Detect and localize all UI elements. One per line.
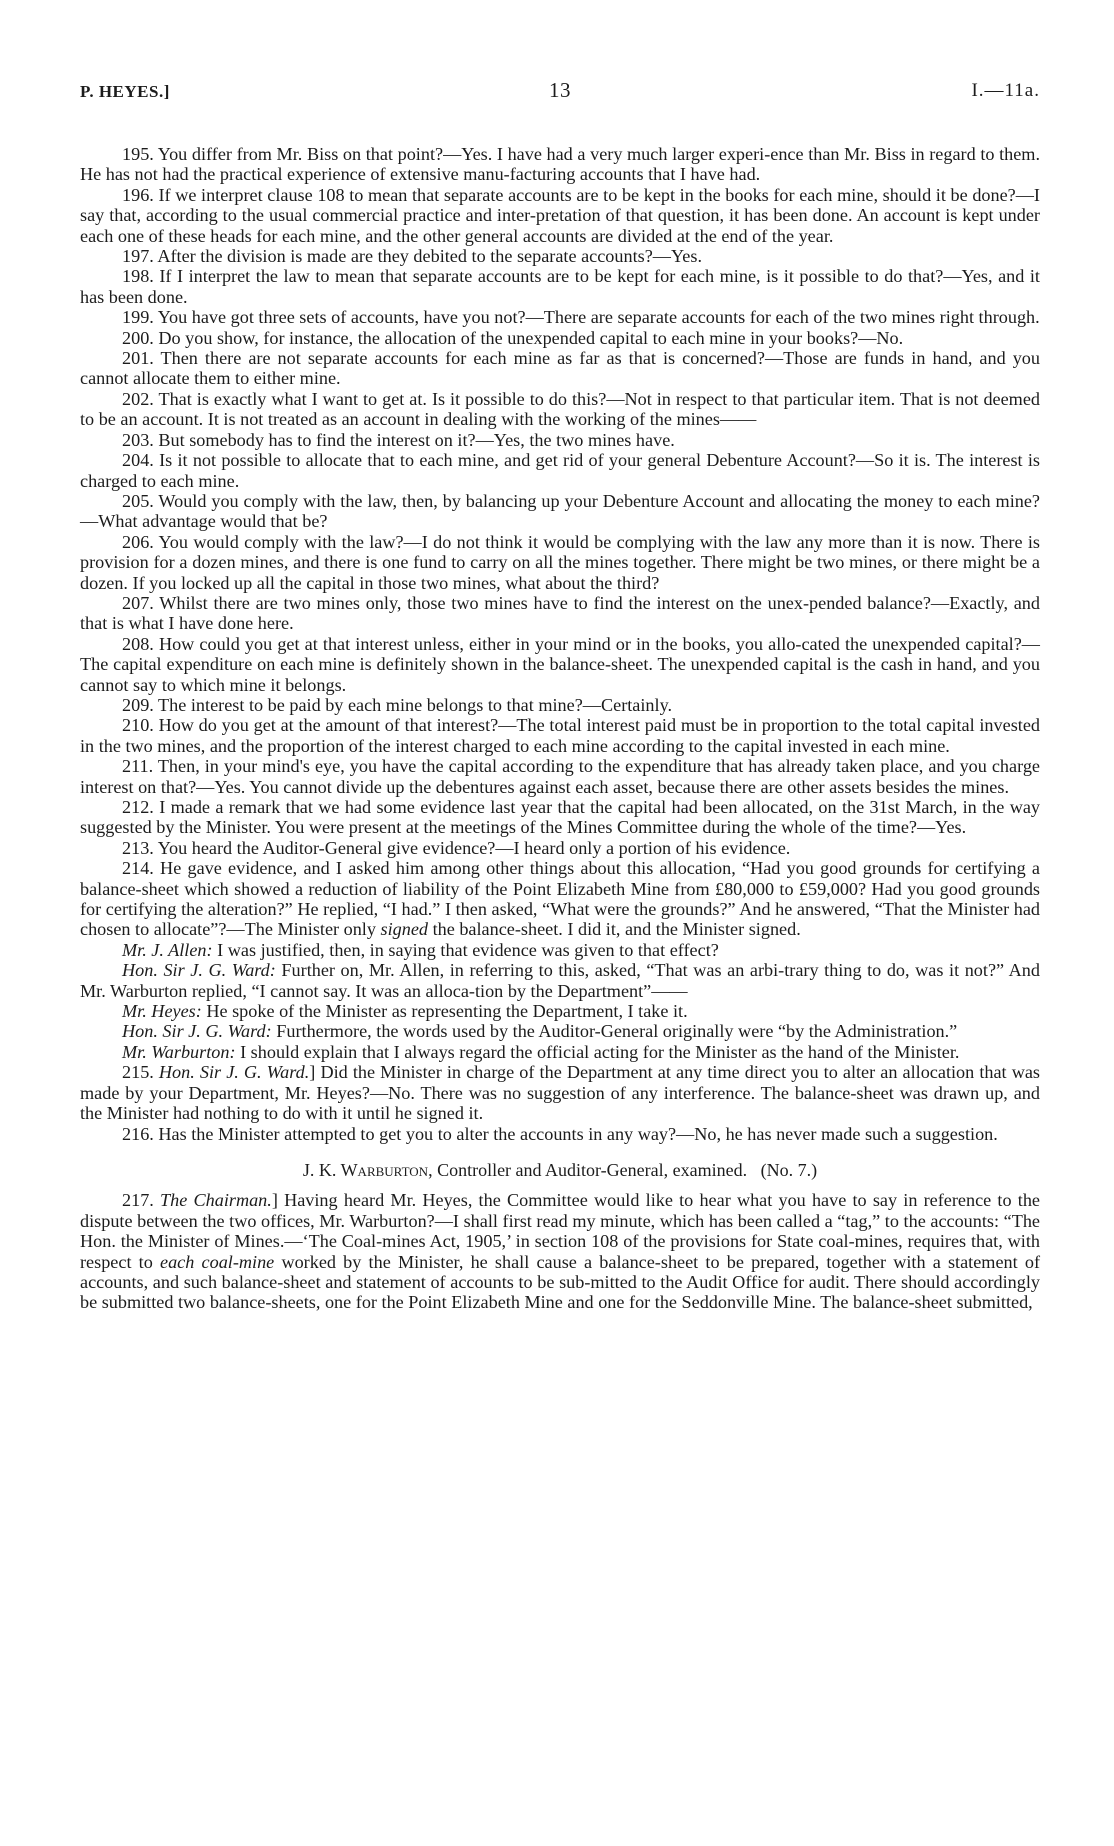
paragraph-201: 201. Then there are not separate accounts for each mine as far as that is concerned?—Those are funds in hand, and you cannot allocate them to either mine. — [80, 348, 1040, 389]
paragraph-197: 197. After the division is made are they debited to the separate accounts?—Yes. — [122, 246, 702, 267]
interjection-text: I was justified, then, in saying that evidence was given to that effect? — [212, 939, 719, 960]
question-number: 217. — [122, 1190, 161, 1211]
page-number: 13 — [549, 78, 571, 102]
paragraph-195: 195. You differ from Mr. Biss on that point?—Yes. I have had a very much larger experi-ence than Mr. Biss in regard to them. He has not had the practical experience of extensive manu-facturing accounts that I have had. — [80, 144, 1040, 185]
paragraph-210: 210. How do you get at the amount of that interest?—The total interest paid must be in proportion to the total capital invested in the two mines, and the proportion of the interest charged to each mine according to the capital invested in each mine. — [80, 715, 1040, 756]
document-page — [80, 60, 1040, 1313]
interjection-text: Further on, Mr. Allen, in referring to this, asked, “That was an arbi-trary thing to do, was it not?” And Mr. Warburton replied, “I cannot say. It was an alloca-tion by the Department”—— — [80, 960, 1040, 1001]
interjection-allen — [80, 940, 1040, 960]
paragraph-211: 211. Then, in your mind's eye, you have the capital according to the expenditure that has already taken place, and you charge interest on that?—Yes. You cannot divide up the debentures against each asset, because there are other assets besides the mines. — [80, 756, 1040, 797]
paragraph-212: 212. I made a remark that we had some evidence last year that the capital had been allocated, on the 31st March, in the way suggested by the Minister. You were present at the meetings of the Mines Committee during the whole of the time?—Yes. — [80, 797, 1040, 838]
interjection-warburton — [80, 1042, 1040, 1062]
question-number: 215. — [122, 1062, 159, 1083]
paragraph-215 — [80, 1062, 1040, 1123]
paragraph-217-emphasis: each coal-mine — [160, 1251, 275, 1272]
paragraph-213: 213. You heard the Auditor-General give evidence?—I heard only a portion of his evidence. — [122, 837, 791, 858]
speaker-name: The Chairman. — [160, 1190, 272, 1211]
paragraph-206: 206. You would comply with the law?—I do not think it would be complying with the law any more than it is now. There is provision for a dozen mines, and there is one fund to carry on all the mines together. There might be two mines, or there might be a dozen. If you locked up all the capital in those two mines, what about the third? — [80, 531, 1040, 593]
paragraph-208: 208. How could you get at that interest unless, either in your mind or in the books, you allo-cated the unexpended capital?—The capital expenditure on each mine is definitely shown in the balance-sheet. The unexpended capital is the cash in hand, and you cannot say to which mine it belongs. — [80, 633, 1040, 695]
paragraph-214-text-end: the balance-sheet. I did it, and the Minister signed. — [428, 919, 801, 940]
speaker-name: Mr. Warburton: — [122, 1041, 236, 1062]
paragraph-214-text: 214. He gave evidence, and I asked him among other things about this allocation, “Had you good grounds for certifying a balance-sheet which showed a reduction of liability of the Point Elizabeth Mine from £80,000 to £59,000? Had you good grounds for certifying the alteration?” He replied, “I had.” I then asked, “What were the grounds?” And he answered, “That the Minister had chosen to allocate”?—The Minister only — [80, 858, 1040, 940]
interjection-text: He spoke of the Minister as representing the Department, I take it. — [201, 1001, 688, 1022]
interjection-heyes — [80, 1001, 1040, 1021]
paragraph-216: 216. Has the Minister attempted to get you to alter the accounts in any way?—No, he has never made such a suggestion. — [122, 1123, 998, 1144]
paragraph-198: 198. If I interpret the law to mean that separate accounts are to be kept for each mine, is it possible to do that?—Yes, and it has been done. — [80, 266, 1040, 307]
interjection-text: I should explain that I always regard the official acting for the Minister as the hand of the Minister. — [235, 1041, 960, 1062]
paragraph-200: 200. Do you show, for instance, the allocation of the unexpended capital to each mine in your books?—No. — [122, 327, 904, 348]
paragraph-215-text: ] Did the Minister in charge of the Department at any time direct you to alter an allocation that was made by your Department, Mr. Heyes?—No. There was no suggestion of any interference. The balance-sheet was drawn up, and the Minister had nothing to do with it until he signed it. — [80, 1062, 1040, 1124]
speaker-name: Hon. Sir J. G. Ward: — [122, 960, 276, 981]
paragraph-214 — [80, 858, 1040, 940]
speaker-name: Hon. Sir J. G. Ward. — [158, 1062, 310, 1083]
paragraph-217-text-end: worked by the Minister, he shall cause a balance-sheet to be prepared, together with a statement of accounts, and such balance-sheet and statement of accounts to be sub-mitted to the Audit Office for audit. There should accordingly be submitted two balance-sheets, one for the Point Elizabeth Mine and one for the Seddonville Mine. The balance-sheet submitted, — [80, 1251, 1040, 1313]
interjection-text: Furthermore, the words used by the Auditor-General originally were “by the Administration.” — [271, 1021, 958, 1042]
paper-reference: I.—11a. — [971, 80, 1040, 101]
paragraph-202: 202. That is exactly what I want to get at. Is it possible to do this?—Not in respect to that particular item. That is not deemed to be an account. It is not treated as an account in dealing with the working of the mines—— — [80, 388, 1040, 430]
witness-title: , Controller and Auditor-General, examined. — [428, 1159, 748, 1180]
paragraph-196: 196. If we interpret clause 108 to mean that separate accounts are to be kept in the books for each mine, should it be done?—I say that, according to the usual commercial practice and inter-pretation of that question, it has been done. An account is kept under each one of these heads for each mine, and the other general accounts are divided at the end of the year. — [80, 184, 1040, 246]
header-witness-name: P. HEYES.] — [80, 82, 170, 101]
paragraph-199: 199. You have got three sets of accounts, have you not?—There are separate accounts for each of the two mines right through. — [122, 307, 1040, 328]
paragraph-203: 203. But somebody has to find the interest on it?—Yes, the two mines have. — [122, 429, 675, 450]
page-body — [80, 144, 1040, 1313]
paragraph-217 — [80, 1190, 1040, 1312]
speaker-name: Mr. J. Allen: — [122, 939, 213, 960]
interjection-ward-1 — [80, 960, 1040, 1001]
paragraph-207: 207. Whilst there are two mines only, those two mines have to find the interest on the unex-pended balance?—Exactly, and that is what I have done here. — [80, 592, 1040, 634]
paragraph-204: 204. Is it not possible to allocate that to each mine, and get rid of your general Debenture Account?—So it is. The interest is charged to each mine. — [80, 450, 1040, 491]
page-header — [80, 60, 1040, 100]
section-heading — [80, 1160, 1040, 1180]
witness-name: J. K. Warburton — [302, 1159, 429, 1180]
paragraph-205: 205. Would you comply with the law, then, by balancing up your Debenture Account and allocating the money to each mine?—What advantage would that be? — [80, 490, 1040, 532]
paragraph-217-text: ] Having heard Mr. Heyes, the Committee would like to hear what you have to say in reference to the dispute between the two offices, Mr. Warburton?—I shall first read my minute, which has been called a “tag,” to the accounts: “The Hon. the Minister of Mines.—‘The Coal-mines Act, 1905,’ in section 108 of the provisions for State coal-mines, requires that, with respect to — [80, 1190, 1040, 1272]
witness-number: (No. 7.) — [760, 1159, 818, 1180]
interjection-ward-2 — [80, 1021, 1040, 1041]
paragraph-209: 209. The interest to be paid by each mine belongs to that mine?—Certainly. — [122, 694, 673, 715]
speaker-name: Hon. Sir J. G. Ward: — [122, 1021, 272, 1042]
speaker-name: Mr. Heyes: — [122, 1001, 202, 1022]
paragraph-214-emphasis: signed — [380, 919, 429, 940]
